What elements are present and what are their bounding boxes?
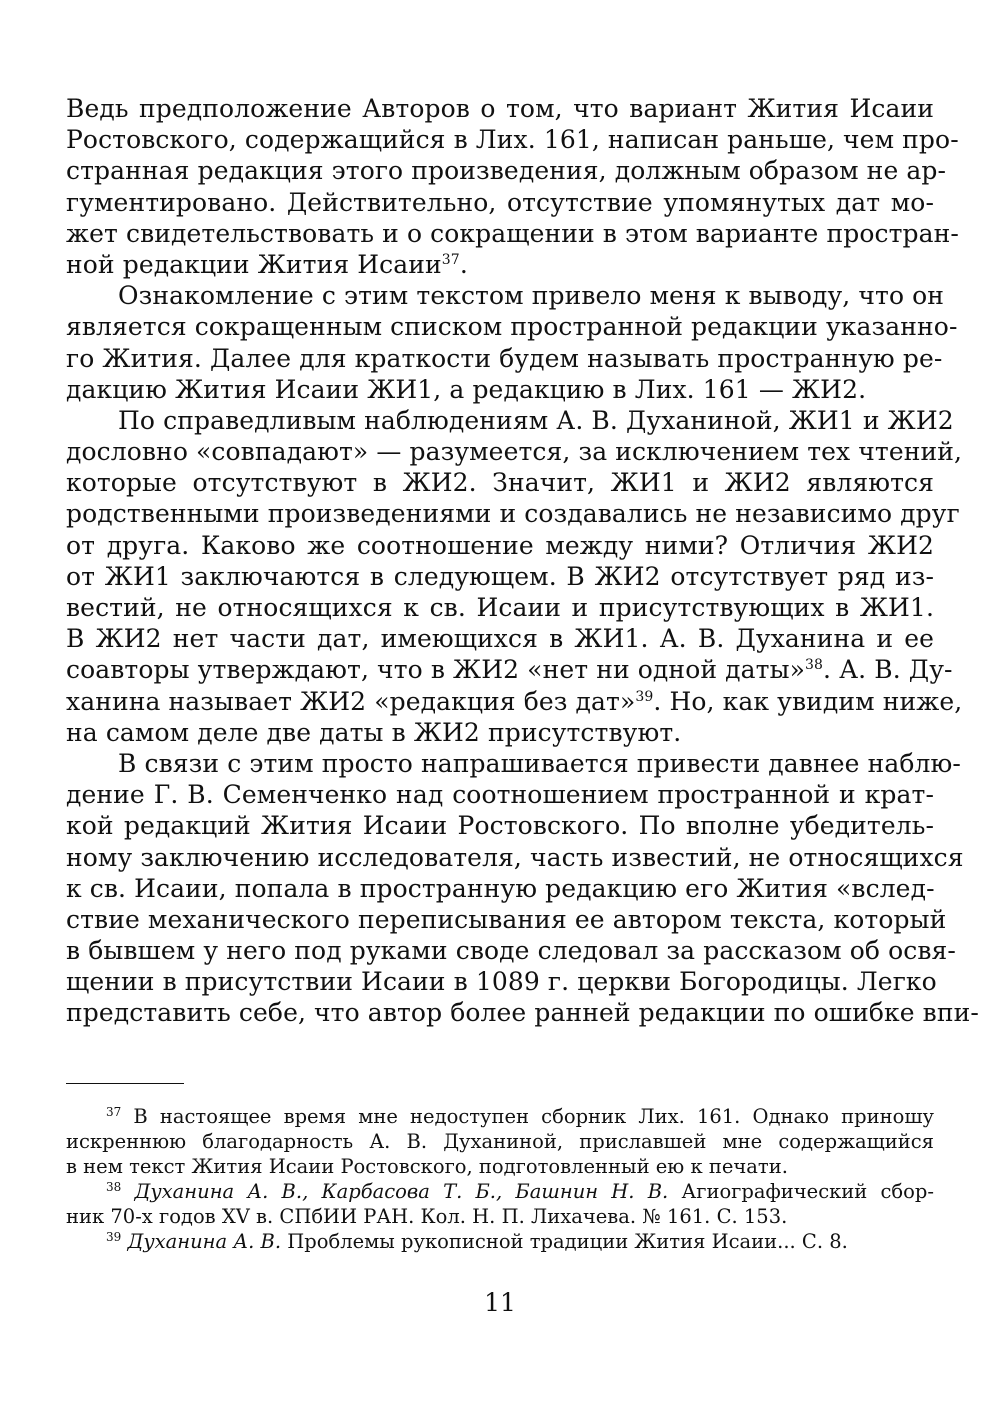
- text-line: ному заключению исследователя, часть известий, не относящихся: [66, 842, 964, 872]
- text-line: щении в присутствии Исаии в 1089 г. церкви Богородицы. Легко: [66, 967, 937, 997]
- text-fragment: Проблемы рукописной традиции Жития Исаии... С. 8.: [281, 1230, 848, 1253]
- text-line: дение Г. В. Семенченко над соотношением пространной и крат-: [66, 780, 934, 810]
- text-fragment: .: [459, 249, 468, 279]
- footnote-line: [66, 1179, 934, 1204]
- text-line: дословно «совпадают» — разумеется, за исключением тех чтений,: [66, 437, 963, 467]
- text-line: В связи с этим просто напрашивается привести давнее наблю-: [118, 748, 961, 778]
- text-line: Ростовского, содержащийся в Лих. 161, написан раньше, чем про-: [66, 125, 959, 155]
- footnote-ref-38[interactable]: 38: [804, 657, 823, 674]
- text-line: дакцию Жития Исаии ЖИ1, а редакцию в Лих. 161 — ЖИ2.: [66, 374, 867, 404]
- text-line: вестий, не относящихся к св. Исаии и присутствующих в ЖИ1.: [66, 593, 934, 622]
- footnote-line: [66, 1104, 934, 1129]
- text-line: которые отсутствуют в ЖИ2. Значит, ЖИ1 и ЖИ2 являются: [66, 468, 934, 498]
- text-line: в бывшем у него под руками своде следовал за рассказом об освя-: [66, 936, 956, 966]
- text-fragment: ханина называет ЖИ2 «редакция без дат»: [66, 686, 636, 716]
- text-fragment: . Но, как увидим ниже,: [653, 686, 963, 716]
- text-fragment: . А. В. Ду-: [823, 655, 953, 685]
- text-line: от ЖИ1 заключаются в следующем. В ЖИ2 отсутствует ряд из-: [66, 561, 934, 591]
- text-fragment: Агиографический сбор-: [668, 1180, 934, 1203]
- text-line: является сокращенным списком пространной редакции указанно-: [66, 312, 958, 342]
- text-line: к св. Исаии, попала в пространную редакцию его Жития «вслед-: [66, 873, 935, 903]
- text-line: го Жития. Далее для краткости будем называть пространную ре-: [66, 343, 943, 373]
- footnote-number: 38: [106, 1180, 122, 1194]
- footnote-number: 37: [106, 1105, 122, 1119]
- text-line: кой редакций Жития Исаии Ростовского. По вполне убедитель-: [66, 811, 934, 841]
- text-line: от друга. Каково же соотношение между ними? Отличия ЖИ2: [66, 530, 934, 560]
- text-line: ствие механического переписывания ее автором текста, который: [66, 904, 947, 934]
- text-fragment: ной редакции Жития Исаии: [66, 249, 442, 279]
- text-line: [66, 249, 934, 280]
- footnote-line: в нем текст Жития Исаии Ростовского, подготовленный ею к печати.: [66, 1155, 788, 1178]
- page-number: 11: [484, 1288, 516, 1317]
- text-line: По справедливым наблюдениям А. В. Духаниной, ЖИ1 и ЖИ2: [118, 405, 954, 435]
- footnote-line: ник 70-х годов XV в. СПбИИ РАН. Кол. Н. П. Лихачева. № 161. С. 153.: [66, 1205, 788, 1228]
- text-line: Ознакомление с этим текстом привело меня к выводу, что он: [118, 281, 945, 311]
- text-line: [66, 686, 963, 717]
- footnote-authors: Духанина А. В., Карбасова Т. Б., Башнин Н. В.: [134, 1180, 669, 1203]
- footnote-ref-39[interactable]: 39: [635, 688, 654, 705]
- main-text: [66, 93, 979, 1029]
- footnote-ref-37[interactable]: 37: [441, 251, 460, 268]
- text-fragment: соавторы утверждают, что в ЖИ2 «нет ни одной даты»: [66, 655, 805, 685]
- text-line: В ЖИ2 нет части дат, имеющихся в ЖИ1. А. В. Духанина и ее: [66, 624, 934, 654]
- text-line: родственными произведениями и создавались не независимо друг: [66, 499, 960, 529]
- footnote-separator: [66, 1083, 184, 1084]
- text-line: странная редакция этого произведения, должным образом не ар-: [66, 156, 947, 186]
- text-line: представить себе, что автор более ранней редакции по ошибке впи-: [66, 998, 979, 1028]
- text-line: Ведь предположение Авторов о том, что вариант Жития Исаии: [66, 94, 934, 123]
- text-line: гументировано. Действительно, отсутствие упомянутых дат мо-: [66, 187, 934, 217]
- text-fragment: В настоящее время мне недоступен сборник Лих. 161. Однако приношу: [133, 1105, 934, 1128]
- footnotes: [66, 1104, 934, 1254]
- footnote-line: искреннюю благодарность А. В. Духаниной, приславшей мне содержащийся: [66, 1130, 934, 1153]
- text-line: жет свидетельствовать и о сокращении в этом варианте простран-: [66, 218, 959, 248]
- text-line: [66, 654, 953, 685]
- text-line: на самом деле две даты в ЖИ2 присутствуют.: [66, 717, 682, 747]
- footnote-line: [66, 1229, 934, 1254]
- footnote-authors: Духанина А. В.: [127, 1230, 282, 1253]
- footnote-number: 39: [106, 1230, 122, 1244]
